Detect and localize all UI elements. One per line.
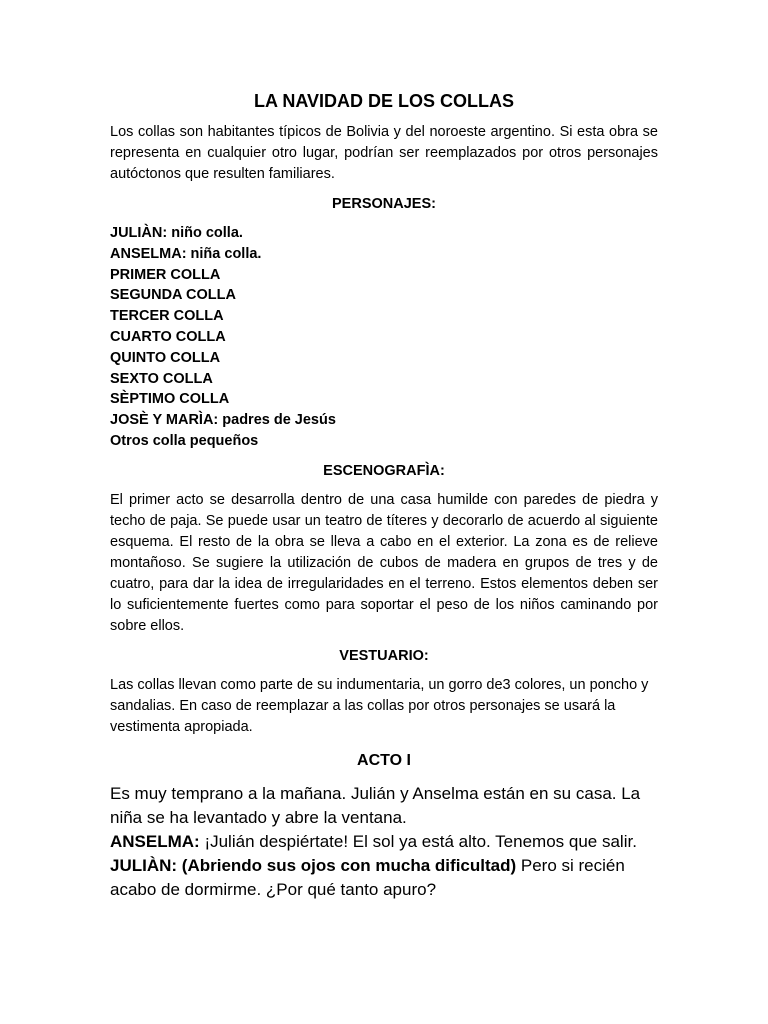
characters-heading: PERSONAJES: (332, 196, 436, 212)
dialogue-line-julian (110, 854, 658, 902)
scenography-paragraph: El primer acto se desarrolla dentro de una casa humilde con paredes de piedra y techo de paja. Se puede usar un teatro de títeres y decorarlo de acuerdo al siguiente esquema. El resto de la obra se lleva a cabo en el exterior. La zona es de relieve montañoso. Se sugiere la utilización de cubos de madera en grupos de tres y de cuatro, para dar la idea de irregularidades en el terreno. Estos elementos deben ser lo suficientemente fuertes como para soportar el peso de los niños caminando por sobre ellos. (110, 491, 658, 634)
speaker-name: JULIÀN: (110, 855, 178, 875)
character-item: PRIMER COLLA (110, 266, 221, 283)
character-item: QUINTO COLLA (110, 349, 221, 366)
document-body (110, 89, 658, 902)
character-item: TERCER COLLA (110, 308, 224, 325)
inline-stage-direction: (Abriendo sus ojos con mucha dificultad) (177, 855, 517, 875)
speaker-name: ANSELMA: (110, 831, 200, 851)
stage-direction: Es muy temprano a la mañana. Julián y Anselma están en su casa. La niña se ha levantado y abre la ventana. (110, 783, 641, 827)
character-item: SEXTO COLLA (110, 370, 213, 387)
character-item: Otros colla pequeños (110, 432, 259, 449)
character-item: SÈPTIMO COLLA (110, 391, 230, 408)
intro-paragraph: Los collas son habitantes típicos de Bolivia y del noroeste argentino. Si esta obra se representa en cualquier otro lugar, podrían ser reemplazados por otros personajes autóctonos que resulten familiares. (110, 124, 658, 182)
costume-paragraph: Las collas llevan como parte de su indumentaria, un gorro de3 colores, un poncho y sandalias. En caso de reemplazar a las collas por otros personajes se usará la vestimenta apropiada. (110, 676, 649, 735)
character-item: JOSÈ Y MARÌA: padres de Jesús (110, 412, 336, 429)
scenography-heading: ESCENOGRAFÌA: (323, 462, 445, 479)
dialogue-text: ¡Julián despiértate! El sol ya está alto. Tenemos que salir. (199, 831, 637, 851)
character-item: SEGUNDA COLLA (110, 287, 236, 304)
dialogue-line-anselma (110, 830, 658, 854)
dialogue-text: Pero si recién acabo de dormirme. ¿Por qué tanto apuro? (110, 855, 625, 899)
costume-heading: VESTUARIO: (339, 647, 429, 664)
character-item: ANSELMA: niña colla. (110, 245, 262, 262)
document-title: LA NAVIDAD DE LOS COLLAS (254, 91, 514, 111)
character-item: JULIÀN: niño colla. (110, 225, 243, 241)
character-item: CUARTO COLLA (110, 328, 226, 345)
act-heading: ACTO I (357, 751, 411, 769)
characters-list (110, 223, 658, 452)
